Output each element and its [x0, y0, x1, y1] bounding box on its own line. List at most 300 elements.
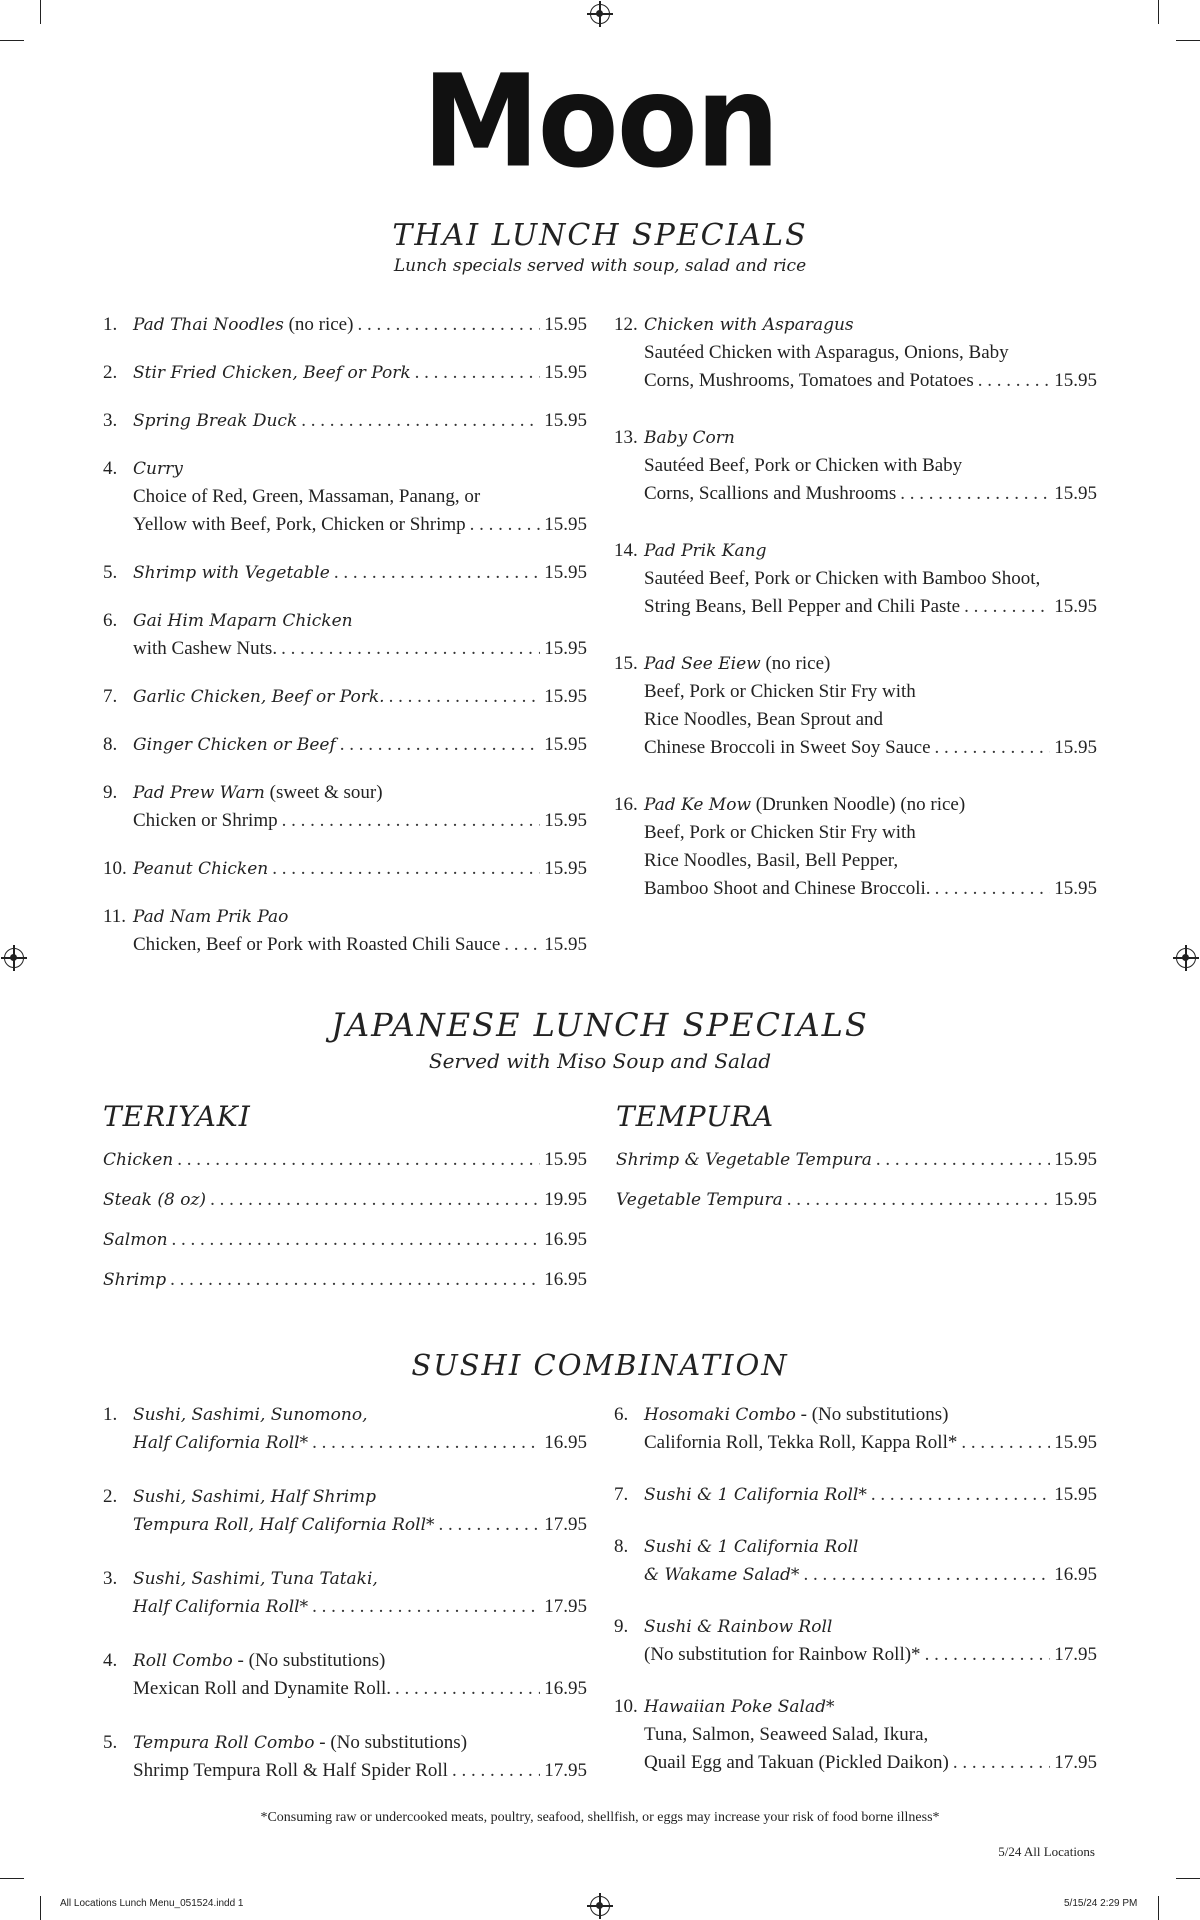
price-line — [644, 367, 1097, 395]
item-body — [133, 855, 587, 883]
item-name: Pad Nam Prik Pao — [133, 907, 289, 927]
item-name: Garlic Chicken, Beef or Pork. — [133, 687, 385, 707]
item-name: Gai Him Maparn Chicken — [133, 611, 353, 631]
item-name: Pad Ke Mow — [644, 795, 751, 815]
date-slug: 5/15/24 2:29 PM — [1064, 1898, 1138, 1909]
menu-item — [103, 1146, 587, 1174]
item-description: Tuna, Salmon, Seaweed Salad, Ikura, — [644, 1724, 929, 1745]
dot-leader — [312, 1593, 540, 1621]
item-number: 2. — [103, 1486, 118, 1507]
item-name: Tempura Roll Combo — [133, 1733, 315, 1753]
item-name: Curry — [133, 459, 183, 479]
item-number: 4. — [103, 458, 118, 479]
item-name-wrap — [133, 683, 385, 711]
registration-mark-icon — [590, 4, 610, 24]
dot-leader — [170, 1266, 540, 1294]
item-number: 14. — [614, 540, 638, 561]
menu-item — [616, 1186, 1097, 1214]
item-body — [133, 559, 587, 587]
item-price: 15.95 — [544, 410, 587, 431]
teriyaki-list — [103, 1146, 587, 1306]
item-number: 7. — [614, 1484, 629, 1505]
item-body — [133, 1401, 587, 1457]
dot-leader — [452, 1757, 540, 1785]
item-number: 7. — [103, 686, 118, 707]
item-body — [133, 311, 587, 339]
price-line — [133, 359, 587, 387]
tempura-heading: TEMPURA — [616, 1100, 775, 1133]
item-price: 15.95 — [544, 734, 587, 755]
item-name: Sushi & 1 California Roll* — [644, 1485, 867, 1505]
item-number: 3. — [103, 410, 118, 431]
item-name-wrap — [133, 855, 268, 883]
price-line — [644, 1641, 1097, 1669]
item-price: 15.95 — [544, 858, 587, 879]
japanese-section-subtitle: Served with Miso Soup and Salad — [428, 1049, 772, 1073]
item-description: Sautéed Beef, Pork or Chicken with Baby — [644, 455, 963, 476]
item-number: 3. — [103, 1568, 118, 1589]
text-line — [644, 1533, 1097, 1561]
item-price: 15.95 — [544, 314, 587, 335]
price-line — [644, 1481, 1097, 1509]
menu-item — [103, 455, 587, 539]
crop-mark — [0, 40, 24, 41]
item-body — [133, 903, 587, 959]
item-name-continued: Half California Roll* — [133, 1433, 309, 1453]
text-line — [133, 607, 587, 635]
price-line — [644, 1561, 1097, 1589]
text-line — [644, 819, 1097, 847]
item-body — [644, 311, 1097, 395]
item-body — [644, 1693, 1097, 1777]
item-body — [133, 607, 587, 663]
tempura-list — [616, 1146, 1097, 1226]
menu-item — [103, 1647, 587, 1703]
item-price: 15.95 — [1054, 1484, 1097, 1505]
sushi-left-column — [103, 1401, 587, 1811]
price-line — [133, 1511, 587, 1539]
dot-leader — [876, 1146, 1050, 1174]
item-name: Sushi, Sashimi, Half Shrimp — [133, 1487, 377, 1507]
item-price: 15.95 — [1054, 1149, 1097, 1170]
dot-leader — [177, 1146, 540, 1174]
item-body — [133, 407, 587, 435]
item-description: Chicken or Shrimp — [133, 810, 278, 831]
item-price: 15.95 — [544, 514, 587, 535]
menu-item — [103, 1483, 587, 1539]
dot-leader — [340, 731, 541, 759]
item-name-wrap — [644, 427, 735, 448]
text-line — [644, 565, 1097, 593]
item-name: Pad Thai Noodles — [133, 315, 284, 335]
item-name-wrap — [644, 314, 854, 335]
item-description: Bamboo Shoot and Chinese Broccoli. — [644, 878, 931, 899]
item-name: Sushi & Rainbow Roll — [644, 1617, 833, 1637]
food-safety-footnote: *Consuming raw or undercooked meats, poultry, seafood, shellfish, or eggs may increase your risk of food borne illness* — [260, 1810, 940, 1825]
item-price: 15.95 — [1054, 596, 1097, 617]
item-note: - (No substitutions) — [795, 1404, 949, 1425]
item-name: Pad Prew Warn — [133, 783, 265, 803]
item-price: 16.95 — [544, 1269, 587, 1290]
text-line — [644, 791, 1097, 819]
dot-leader — [470, 511, 541, 539]
dot-leader — [803, 1561, 1050, 1589]
dot-leader — [871, 1481, 1050, 1509]
item-price: 15.95 — [544, 686, 587, 707]
dot-leader — [334, 559, 540, 587]
file-slug: All Locations Lunch Menu_051524.indd 1 — [60, 1898, 244, 1909]
item-description: California Roll, Tekka Roll, Kappa Roll* — [644, 1432, 958, 1453]
price-line — [133, 559, 587, 587]
item-body — [644, 1533, 1097, 1589]
item-price: 15.95 — [544, 1149, 587, 1170]
dot-leader — [961, 1429, 1050, 1457]
item-description: Yellow with Beef, Pork, Chicken or Shrimp — [133, 514, 466, 535]
text-line — [133, 1401, 587, 1429]
price-line — [133, 511, 587, 539]
item-price: 15.95 — [1054, 737, 1097, 758]
item-price: 15.95 — [1054, 483, 1097, 504]
dot-leader — [978, 367, 1050, 395]
item-name-wrap — [133, 1404, 368, 1425]
item-name-continued: Half California Roll* — [133, 1597, 309, 1617]
japanese-section-title: JAPANESE LUNCH SPECIALS — [331, 1006, 869, 1044]
item-number: 8. — [614, 1536, 629, 1557]
text-line — [644, 339, 1097, 367]
item-name-wrap — [644, 1404, 948, 1425]
dot-leader — [935, 875, 1051, 903]
item-name: Shrimp with Vegetable — [133, 563, 330, 583]
item-body — [133, 1647, 587, 1703]
item-body — [644, 1613, 1097, 1669]
item-name-wrap — [644, 1536, 858, 1557]
dot-leader — [900, 480, 1050, 508]
item-price: 15.95 — [544, 562, 587, 583]
version-label: 5/24 All Locations — [998, 1844, 1095, 1859]
text-line — [133, 779, 587, 807]
item-number: 13. — [614, 427, 638, 448]
item-description: Choice of Red, Green, Massaman, Panang, or — [133, 486, 481, 507]
text-line — [644, 1693, 1097, 1721]
menu-item — [103, 311, 587, 339]
price-line — [644, 734, 1097, 762]
price-line — [133, 635, 587, 663]
text-line — [644, 650, 1097, 678]
price-line — [133, 807, 587, 835]
menu-item — [614, 650, 1097, 762]
item-number: 10. — [614, 1696, 638, 1717]
menu-item — [103, 1186, 587, 1214]
item-number: 2. — [103, 362, 118, 383]
item-price: 15.95 — [1054, 1189, 1097, 1210]
item-description: Beef, Pork or Chicken Stir Fry with — [644, 822, 916, 843]
item-number: 15. — [614, 653, 638, 674]
item-description: Sautéed Beef, Pork or Chicken with Bamboo Shoot, — [644, 568, 1041, 589]
crop-mark — [40, 1896, 41, 1920]
crop-mark — [1158, 0, 1159, 24]
item-body — [644, 1401, 1097, 1457]
item-name-wrap — [133, 359, 411, 387]
item-description: Sautéed Chicken with Asparagus, Onions, Baby — [644, 342, 1009, 363]
item-price: 15.95 — [544, 934, 587, 955]
item-description: Quail Egg and Takuan (Pickled Daikon) — [644, 1752, 949, 1773]
price-line — [133, 311, 587, 339]
item-name-wrap — [133, 1486, 376, 1507]
price-line — [644, 875, 1097, 903]
text-line — [644, 1401, 1097, 1429]
item-number: 1. — [103, 314, 118, 335]
dot-leader — [172, 1226, 541, 1254]
text-line — [644, 1613, 1097, 1641]
menu-item — [614, 791, 1097, 903]
price-line — [644, 1749, 1097, 1777]
price-line — [133, 731, 587, 759]
dot-leader — [504, 931, 540, 959]
teriyaki-heading: TERIYAKI — [103, 1100, 251, 1133]
menu-item — [614, 1693, 1097, 1777]
item-description: Beef, Pork or Chicken Stir Fry with — [644, 681, 916, 702]
item-name-wrap — [133, 458, 183, 479]
item-description: Corns, Scallions and Mushrooms — [644, 483, 897, 504]
item-note: - (No substitutions) — [314, 1732, 468, 1753]
dot-leader — [389, 683, 541, 711]
item-price: 17.95 — [544, 1514, 587, 1535]
dot-leader — [395, 1675, 540, 1703]
item-number: 9. — [103, 782, 118, 803]
brand-logo: Moon — [422, 46, 778, 196]
item-description: Chinese Broccoli in Sweet Soy Sauce — [644, 737, 931, 758]
item-name-wrap — [644, 794, 965, 815]
item-description: Rice Noodles, Basil, Bell Pepper, — [644, 850, 899, 871]
item-name: Shrimp & Vegetable Tempura — [616, 1150, 872, 1170]
item-name-wrap — [133, 1732, 467, 1753]
item-description: Shrimp Tempura Roll & Half Spider Roll — [133, 1760, 448, 1781]
price-line — [133, 1757, 587, 1785]
price-line — [133, 683, 587, 711]
item-price: 17.95 — [544, 1760, 587, 1781]
item-name: Salmon — [103, 1230, 168, 1250]
item-name: Pad Prik Kang — [644, 541, 767, 561]
text-line — [133, 1729, 587, 1757]
crop-mark — [1158, 1896, 1159, 1920]
price-line — [644, 480, 1097, 508]
item-number: 8. — [103, 734, 118, 755]
item-name: Vegetable Tempura — [616, 1190, 783, 1210]
item-name-wrap — [644, 540, 766, 561]
dot-leader — [964, 593, 1050, 621]
price-line — [133, 931, 587, 959]
menu-item — [103, 731, 587, 759]
text-line — [133, 1483, 587, 1511]
item-price: 15.95 — [544, 638, 587, 659]
item-description: Mexican Roll and Dynamite Roll. — [133, 1678, 392, 1699]
item-note: (Drunken Noodle) (no rice) — [751, 794, 966, 815]
thai-left-column — [103, 311, 587, 979]
item-name-wrap — [644, 1696, 835, 1717]
item-number: 12. — [614, 314, 638, 335]
item-name-wrap — [644, 1481, 867, 1509]
thai-right-column — [614, 311, 1097, 932]
menu-item — [614, 1613, 1097, 1669]
item-name: Stir Fried Chicken, Beef or Pork — [133, 363, 411, 383]
dot-leader — [953, 1749, 1050, 1777]
item-name-wrap — [133, 782, 383, 803]
item-body — [644, 537, 1097, 621]
crop-mark — [1176, 40, 1200, 41]
sushi-section-title: SUSHI COMBINATION — [411, 1348, 789, 1382]
crop-mark — [40, 0, 41, 24]
item-number: 6. — [103, 610, 118, 631]
menu-item — [103, 1729, 587, 1785]
price-line — [133, 1429, 587, 1457]
item-name-wrap — [133, 1650, 385, 1671]
item-number: 1. — [103, 1404, 118, 1425]
item-price: 15.95 — [1054, 1432, 1097, 1453]
item-name-continued: & Wakame Salad* — [644, 1565, 800, 1585]
item-name-wrap — [133, 906, 288, 927]
item-price: 15.95 — [544, 362, 587, 383]
price-line — [133, 407, 587, 435]
text-line — [133, 1565, 587, 1593]
crop-mark — [1176, 1878, 1200, 1879]
item-name: Spring Break Duck — [133, 411, 298, 431]
item-name-wrap — [133, 610, 353, 631]
dot-leader — [301, 407, 540, 435]
price-line — [133, 1675, 587, 1703]
menu-item — [103, 359, 587, 387]
item-name: Sushi, Sashimi, Sunomono, — [133, 1405, 368, 1425]
item-note: - (No substitutions) — [232, 1650, 386, 1671]
item-body — [133, 1729, 587, 1785]
text-line — [644, 537, 1097, 565]
item-name: Chicken with Asparagus — [644, 315, 854, 335]
item-description: (No substitution for Rainbow Roll)* — [644, 1644, 921, 1665]
text-line — [133, 1647, 587, 1675]
text-line — [644, 847, 1097, 875]
menu-item — [103, 1266, 587, 1294]
menu-item — [103, 1565, 587, 1621]
item-price: 15.95 — [544, 810, 587, 831]
dot-leader — [272, 855, 540, 883]
item-price: 17.95 — [1054, 1752, 1097, 1773]
text-line — [644, 424, 1097, 452]
item-price: 19.95 — [544, 1189, 587, 1210]
menu-item — [614, 1481, 1097, 1509]
item-price: 17.95 — [1054, 1644, 1097, 1665]
menu-item — [616, 1146, 1097, 1174]
item-body — [644, 424, 1097, 508]
item-description: with Cashew Nuts. — [133, 638, 278, 659]
menu-item — [614, 1401, 1097, 1457]
item-name: Chicken — [103, 1150, 174, 1170]
item-note: (no rice) — [760, 653, 831, 674]
item-name-wrap — [133, 311, 353, 339]
text-line — [133, 483, 587, 511]
dot-leader — [281, 635, 540, 663]
menu-item — [103, 683, 587, 711]
item-body — [133, 779, 587, 835]
item-number: 4. — [103, 1650, 118, 1671]
item-price: 15.95 — [1054, 370, 1097, 391]
item-description: Corns, Mushrooms, Tomatoes and Potatoes — [644, 370, 974, 391]
item-body — [644, 791, 1097, 903]
menu-item — [614, 537, 1097, 621]
item-price: 16.95 — [544, 1432, 587, 1453]
item-note: (sweet & sour) — [264, 782, 383, 803]
dot-leader — [312, 1429, 540, 1457]
menu-item — [614, 424, 1097, 508]
crop-mark — [0, 1878, 24, 1879]
item-body — [133, 455, 587, 539]
item-name-wrap — [133, 731, 336, 759]
text-line — [644, 452, 1097, 480]
item-name: Sushi & 1 California Roll — [644, 1537, 859, 1557]
item-name: Pad See Eiew — [644, 654, 761, 674]
item-price: 15.95 — [1054, 878, 1097, 899]
registration-mark-icon — [4, 948, 24, 968]
text-line — [133, 455, 587, 483]
item-number: 5. — [103, 562, 118, 583]
item-name-wrap — [644, 1616, 832, 1637]
dot-leader — [357, 311, 540, 339]
item-body — [133, 1483, 587, 1539]
item-note: (no rice) — [283, 314, 354, 335]
menu-item — [614, 1533, 1097, 1589]
menu-item — [103, 1401, 587, 1457]
dot-leader — [787, 1186, 1050, 1214]
item-description: String Beans, Bell Pepper and Chili Paste — [644, 596, 961, 617]
menu-item — [103, 559, 587, 587]
item-name: Peanut Chicken — [133, 859, 269, 879]
item-name: Sushi, Sashimi, Tuna Tataki, — [133, 1569, 378, 1589]
sushi-right-column — [614, 1401, 1097, 1801]
item-body — [133, 683, 587, 711]
menu-item — [103, 1226, 587, 1254]
item-number: 5. — [103, 1732, 118, 1753]
text-line — [644, 1721, 1097, 1749]
item-name: Baby Corn — [644, 428, 735, 448]
item-name-continued: Tempura Roll, Half California Roll* — [133, 1515, 435, 1535]
menu-item — [103, 407, 587, 435]
item-name: Hosomaki Combo — [644, 1405, 796, 1425]
menu-item — [103, 855, 587, 883]
item-price: 16.95 — [1054, 1564, 1097, 1585]
item-body — [644, 1481, 1097, 1509]
thai-section-title: THAI LUNCH SPECIALS — [392, 218, 808, 253]
dot-leader — [925, 1641, 1051, 1669]
item-number: 10. — [103, 858, 127, 879]
item-body — [133, 1565, 587, 1621]
text-line — [644, 706, 1097, 734]
dot-leader — [210, 1186, 540, 1214]
menu-item — [614, 311, 1097, 395]
dot-leader — [935, 734, 1051, 762]
item-name: Hawaiian Poke Salad* — [644, 1697, 835, 1717]
item-name: Steak (8 oz) — [103, 1190, 207, 1210]
item-body — [133, 731, 587, 759]
item-name-wrap — [133, 1568, 378, 1589]
item-price: 16.95 — [544, 1229, 587, 1250]
item-name-wrap — [644, 653, 830, 674]
item-name: Roll Combo — [133, 1651, 233, 1671]
item-description: Chicken, Beef or Pork with Roasted Chili Sauce — [133, 934, 501, 955]
dot-leader — [282, 807, 541, 835]
item-number: 9. — [614, 1616, 629, 1637]
menu-item — [103, 607, 587, 663]
item-number: 11. — [103, 906, 127, 927]
item-number: 6. — [614, 1404, 629, 1425]
item-number: 16. — [614, 794, 638, 815]
